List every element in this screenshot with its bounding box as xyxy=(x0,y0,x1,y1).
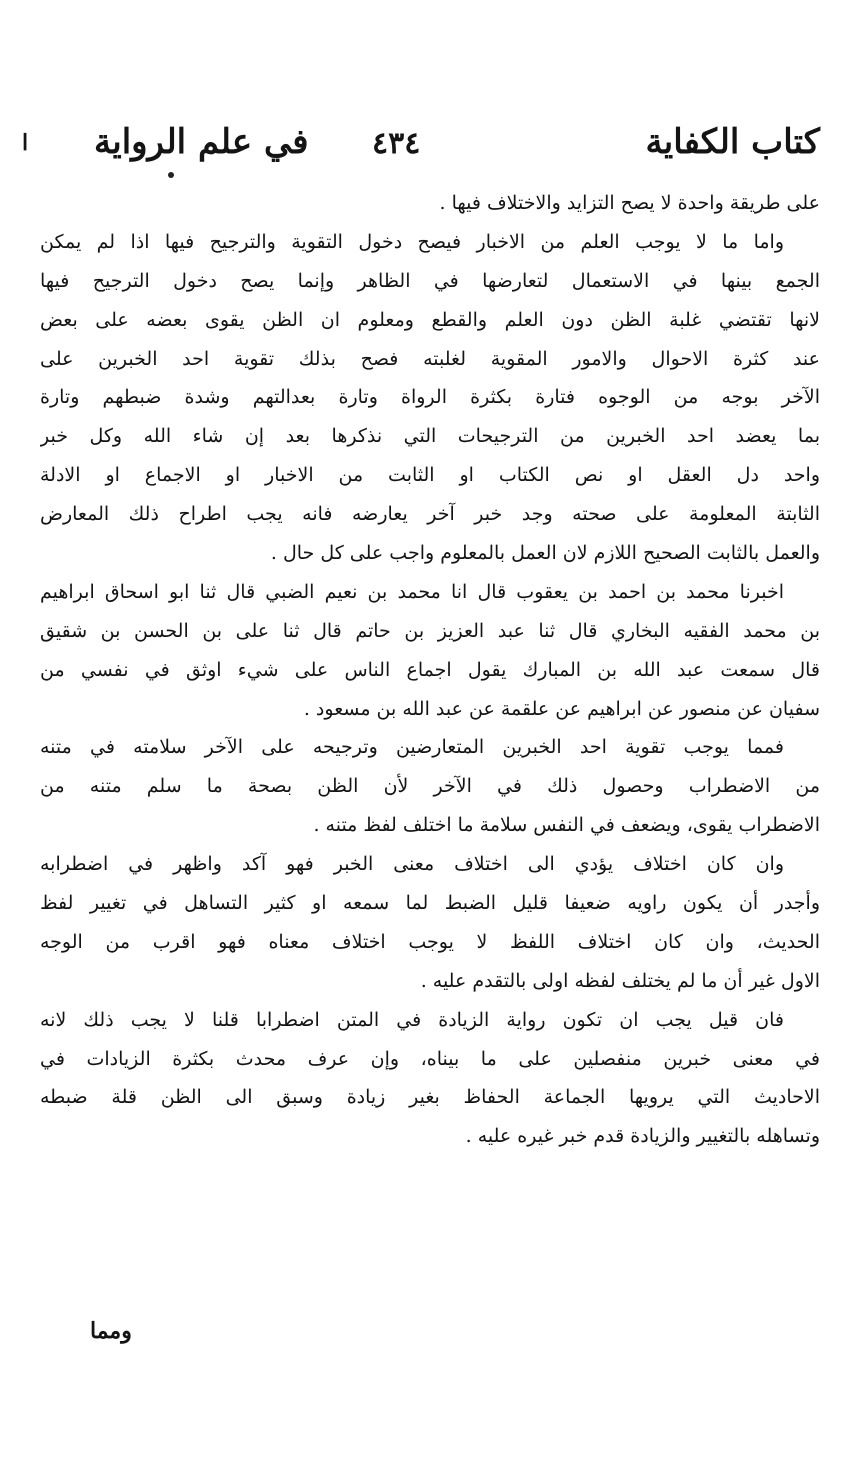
text-line: بما يعضد احد الخبرين من الترجيحات التي نذكرها بعد إن شاء الله وكل خبر xyxy=(40,425,820,448)
text-line: قال سمعت عبد الله بن المبارك يقول اجماع الناس على شيء اوثق في نفسي من xyxy=(40,658,820,681)
body-text xyxy=(40,184,820,1156)
text-line: الثابتة المعلومة على صحته وجد خبر آخر يعارضه فانه يجب اطراح ذلك المعارض xyxy=(40,503,820,526)
text-line: بن محمد الفقيه البخاري قال ثنا عبد العزيز بن حاتم قال ثنا على بن الحسن بن شقيق xyxy=(40,619,820,642)
text-line: وأجدر أن يكون راويه ضعيفا قليل الضبط لما سمعه او كثير التساهل في تغيير لفظ xyxy=(40,892,820,915)
text-line: الاحاديث التي يرويها الجماعة الحفاظ بغير زيادة وسبق الى الظن قلة ضبطه xyxy=(40,1086,820,1109)
text-line: واما ما لا يوجب العلم من الاخبار فيصح دخول التقوية والترجيح فيها اذا لم يمكن xyxy=(40,230,784,253)
text-line: فمما يوجب تقوية احد الخبرين المتعارضين وترجيحه على الآخر سلامته في متنه xyxy=(40,736,784,759)
text-line: سفيان عن منصور عن ابراهيم عن علقمة عن عبد الله بن مسعود . xyxy=(303,697,820,720)
text-line: في معنى خبرين منفصلين على ما بيناه، وإن عرف محدث بكثرة الزيادات في xyxy=(40,1047,820,1070)
text-line: الجمع بينها في الاستعمال لتعارضها في الظاهر وإنما يصح دخول الترجيح فيها xyxy=(40,269,820,292)
running-title: كتاب الكفاية xyxy=(645,122,820,162)
text-line: على طريقة واحدة لا يصح التزايد والاختلاف فيها . xyxy=(439,192,820,214)
text-line: فان قيل يجب ان تكون رواية الزيادة في المتن اضطرابا قلنا لا يجب ذلك لانه xyxy=(40,1008,784,1031)
text-line: والعمل بالثابت الصحيح اللازم لان العمل بالمعلوم واجب على كل حال . xyxy=(270,542,820,565)
header-dot-mark xyxy=(168,172,174,178)
text-line: الحديث، وان كان اختلاف اللفظ لا يوجب اختلاف معناه فهو اقرب من الوجه xyxy=(40,930,820,953)
text-line: وتساهله بالتغيير والزيادة قدم خبر غيره عليه . xyxy=(465,1125,820,1148)
running-subtitle: في علم الرواية xyxy=(94,122,309,162)
text-line: وان كان اختلاف يؤدي الى اختلاف معنى الخبر فهو آكد واظهر في اضطرابه xyxy=(40,853,784,876)
page-header xyxy=(50,118,820,180)
text-line: اخبرنا محمد بن احمد بن يعقوب قال انا محمد بن نعيم الضبي قال ثنا ابو اسحاق ابراهيم xyxy=(40,580,784,603)
text-line: لانها تقتضي غلبة الظن دون العلم والقطع ومعلوم ان الظن يقوى بعضه على بعض xyxy=(40,308,820,331)
text-line: عند كثرة الاحوال والامور المقوية لغلبته فصح بذلك تقوية احد الخبرين على xyxy=(40,347,820,370)
page-edge-mark: ا xyxy=(22,130,29,156)
text-line: واحد دل العقل او نص الكتاب او الثابت من الاخبار او الاجماع او الادلة xyxy=(40,464,820,487)
text-line: من الاضطراب وحصول ذلك في الآخر لأن الظن بصحة ما سلم متنه من xyxy=(40,775,820,798)
text-line: الاول غير أن ما لم يختلف لفظه اولى بالتقدم عليه . xyxy=(420,969,820,992)
page-number: ٤٣٤ xyxy=(372,126,421,161)
text-line: الآخر بوجه من الوجوه فتارة بكثرة الرواة وتارة بعدالتهم وشدة ضبطهم وتارة xyxy=(40,386,820,409)
catchword: ومما xyxy=(90,1318,132,1344)
text-line: الاضطراب يقوى، ويضعف في النفس سلامة ما اختلف لفظ متنه . xyxy=(313,814,820,837)
